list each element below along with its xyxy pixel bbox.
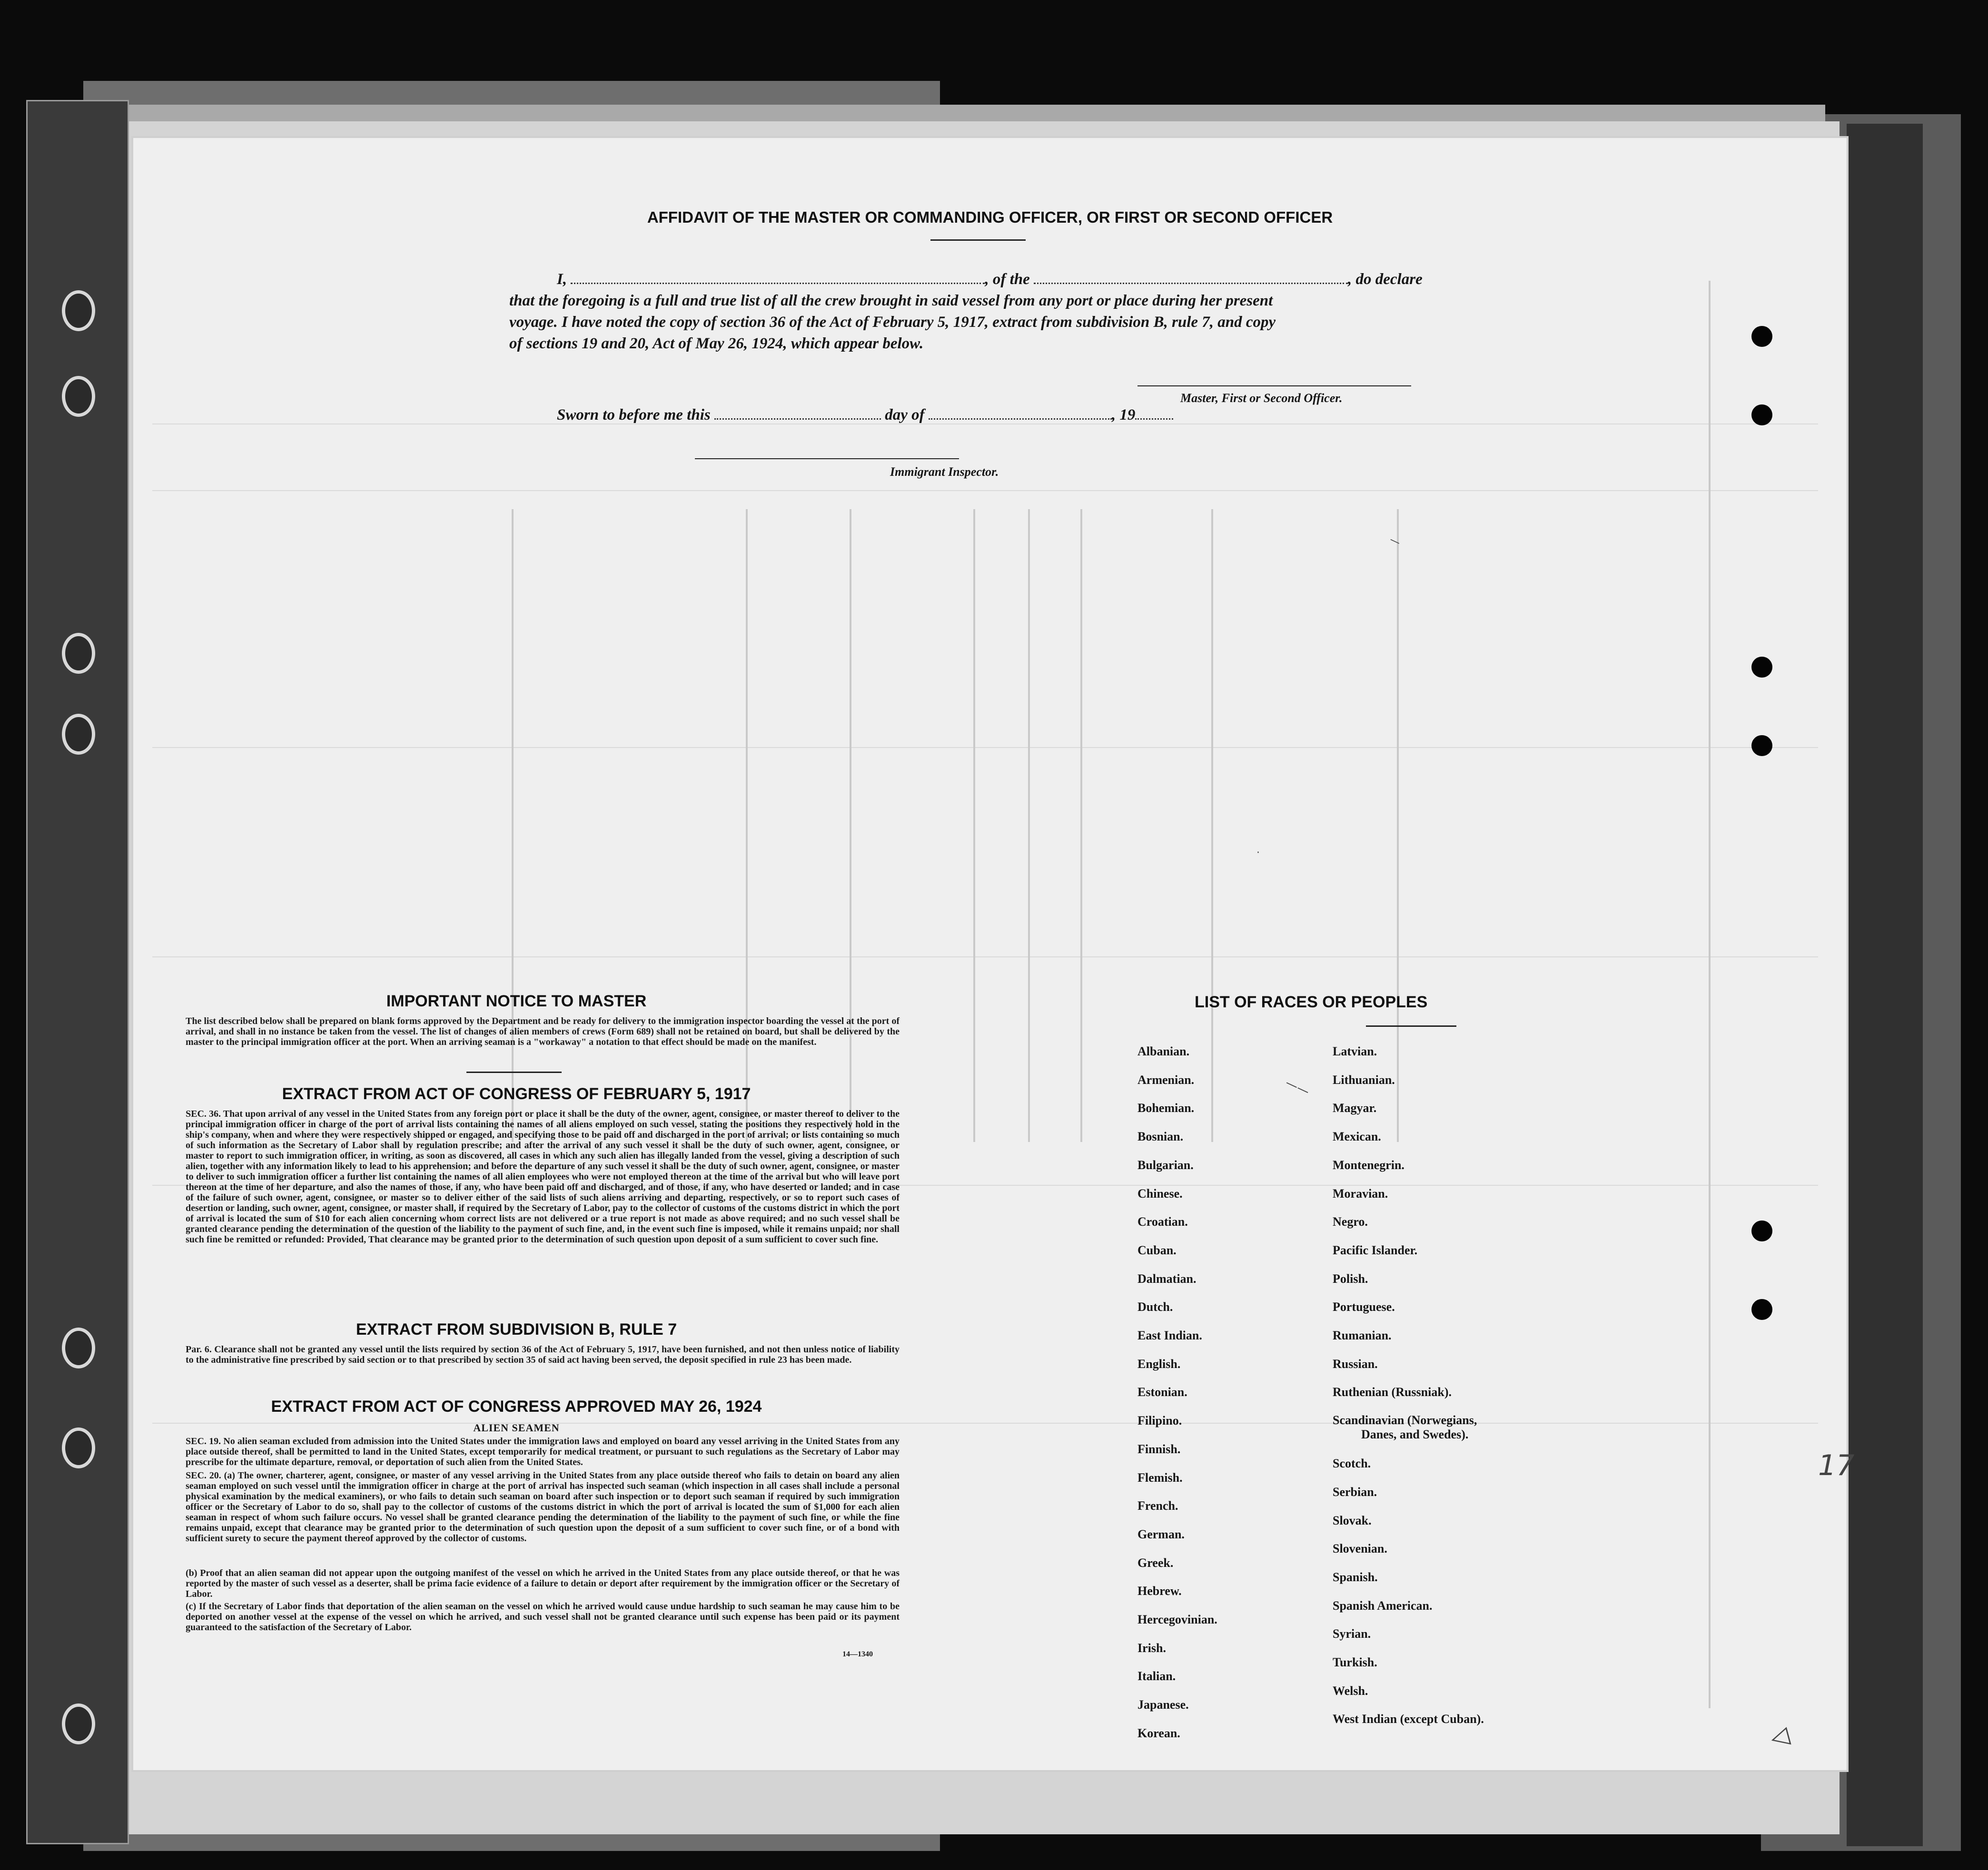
- race-item: Montenegrin.: [1333, 1158, 1404, 1172]
- race-item: Scandinavian (Norwegians,: [1333, 1413, 1477, 1427]
- master-signature-line[interactable]: [1137, 385, 1411, 386]
- affidavit-title-rule: [930, 239, 1026, 241]
- affidavit-title: AFFIDAVIT OF THE MASTER OR COMMANDING OFFICER, OR FIRST OR SECOND OFFICER: [647, 208, 1333, 226]
- race-item: Scotch.: [1333, 1457, 1371, 1471]
- alien-seamen-subtitle: ALIEN SEAMEN: [473, 1422, 560, 1434]
- punch-hole: [1751, 1299, 1772, 1320]
- extract-1917-title: EXTRACT FROM ACT OF CONGRESS OF FEBRUARY 5, 1917: [282, 1085, 751, 1103]
- race-item: Italian.: [1137, 1669, 1176, 1683]
- race-item: Negro.: [1333, 1215, 1368, 1229]
- notice-rule: [466, 1072, 562, 1073]
- binder-ring: [62, 290, 95, 331]
- race-item: Cuban.: [1137, 1243, 1177, 1257]
- race-item: Bosnian.: [1137, 1130, 1184, 1144]
- race-item: Flemish.: [1137, 1470, 1183, 1485]
- handwritten-mark: ◁: [1767, 1721, 1792, 1752]
- master-signature-label: Master, First or Second Officer.: [1180, 391, 1343, 405]
- race-item: Dutch.: [1137, 1300, 1173, 1314]
- extract-1924-sec20b: (b) Proof that an alien seaman did not appear upon the outgoing manifest of the vessel on which he arrived in the United States from any place outside thereof, or that he was reported by the master of such vessel as a deserter, shall be prima facie evidence of a failure to detain or deport after requirement by the immigration officer or the Secretary of Labor.: [186, 1568, 900, 1599]
- race-item: Latvian.: [1333, 1044, 1377, 1058]
- race-item: Estonian.: [1137, 1385, 1187, 1399]
- race-item: Russian.: [1333, 1357, 1378, 1371]
- affidavit-line-1: [557, 269, 1580, 290]
- race-item: Dalmatian.: [1137, 1271, 1197, 1286]
- race-item: Magyar.: [1333, 1101, 1377, 1115]
- race-item: Slovenian.: [1333, 1542, 1387, 1556]
- declare-label: , do declare: [1348, 271, 1423, 288]
- race-item: Bohemian.: [1137, 1101, 1195, 1115]
- binder-ring: [62, 1703, 95, 1744]
- bleed-through-mark: ·: [1256, 847, 1260, 859]
- race-item: Chinese.: [1137, 1186, 1183, 1201]
- races-title-rule: [1366, 1025, 1456, 1027]
- sworn-day-field[interactable]: [714, 407, 881, 420]
- sworn-month-field[interactable]: [929, 407, 1112, 420]
- punch-hole: [1751, 1220, 1772, 1241]
- bleed-through-line: [152, 956, 1818, 957]
- punch-hole: [1751, 657, 1772, 678]
- handwritten-margin-number: 17: [1818, 1449, 1855, 1482]
- punch-hole: [1751, 735, 1772, 756]
- affidavit-line-3: voyage. I have noted the copy of section 36 of the Act of February 5, 1917, extract from subdivision B, rule 7, and copy: [509, 314, 1276, 331]
- race-item: Ruthenian (Russniak).: [1333, 1385, 1452, 1399]
- binder-ring: [62, 633, 95, 674]
- race-item: German.: [1137, 1527, 1185, 1541]
- rule7-title: EXTRACT FROM SUBDIVISION B, RULE 7: [356, 1320, 677, 1339]
- punch-hole: [1751, 404, 1772, 425]
- notice-title: IMPORTANT NOTICE TO MASTER: [386, 992, 647, 1010]
- extract-1924-title: EXTRACT FROM ACT OF CONGRESS APPROVED MAY 26, 1924: [271, 1398, 762, 1416]
- affidavit-line-4: of sections 19 and 20, Act of May 26, 1924, which appear below.: [509, 335, 924, 352]
- race-item: Armenian.: [1137, 1073, 1195, 1087]
- inspector-signature-label: Immigrant Inspector.: [890, 465, 999, 479]
- race-item: Portuguese.: [1333, 1300, 1395, 1314]
- race-item: English.: [1137, 1357, 1181, 1371]
- rule7-text: Par. 6. Clearance shall not be granted any vessel until the lists required by section 36 of the Act of February 5, 1917, have been furnished, and not then unless notice of liability to the administrative fine prescribed by said section or to that prescribed by section 35 of said act having been served, the deposit specified in rule 23 has been made.: [186, 1344, 900, 1365]
- vessel-label: , of the: [985, 271, 1034, 288]
- race-item: Welsh.: [1333, 1683, 1368, 1698]
- extract-1924-sec19: SEC. 19. No alien seaman excluded from admission into the United States under the immigration laws and employed on board any vessel arriving in the United States from any place outside thereof, shall be permitted to land in the United States, except temporarily for medical treatment, or pursuant to such regulations as the Secretary of Labor may prescribe for the ultimate departure, removal, or deportation of such alien from the United States.: [186, 1436, 900, 1467]
- binding-strip: [26, 100, 129, 1844]
- sworn-label: Sworn to before me this: [557, 406, 714, 423]
- bleed-through-mark: —: [1387, 533, 1403, 549]
- bleed-through-line: [152, 747, 1818, 748]
- race-item: Bulgarian.: [1137, 1158, 1194, 1172]
- race-item: Rumanian.: [1333, 1329, 1392, 1343]
- race-item: Spanish.: [1333, 1570, 1378, 1584]
- notice-text: The list described below shall be prepared on blank forms approved by the Department and be ready for delivery to the immigration inspector boarding the vessel at the port of arrival, and shall in no instance be taken from the vessel. The list of changes of alien members of crews (Form 689) shall not be retained on board, but shall be delivered by the master to the principal immigration officer at the port. When an arriving seaman is a "workaway" a notation to that effect should be made on the manifest.: [186, 1016, 900, 1047]
- race-item: Albanian.: [1137, 1044, 1190, 1058]
- inspector-signature-line[interactable]: [695, 458, 959, 459]
- binder-ring: [62, 714, 95, 755]
- race-item: Hercegovinian.: [1137, 1613, 1217, 1627]
- race-item: Mexican.: [1333, 1130, 1381, 1144]
- race-item: Turkish.: [1333, 1655, 1377, 1670]
- race-item: East Indian.: [1137, 1329, 1202, 1343]
- affidavit-line-2: that the foregoing is a full and true list of all the crew brought in said vessel from any port or place during her present: [509, 292, 1273, 309]
- sworn-line: [557, 404, 1173, 425]
- binder-ring: [62, 1328, 95, 1368]
- form-page: [133, 138, 1855, 1770]
- race-item: French.: [1137, 1499, 1178, 1513]
- races-right-column: [1333, 1037, 1484, 1733]
- races-left-column: [1137, 1037, 1217, 1748]
- binder-ring: [62, 376, 95, 417]
- bleed-through-column: [1709, 281, 1711, 1708]
- race-item: Filipino.: [1137, 1414, 1182, 1428]
- race-item: Finnish.: [1137, 1442, 1181, 1456]
- races-title: LIST OF RACES OR PEOPLES: [1195, 993, 1428, 1011]
- race-item: Lithuanian.: [1333, 1073, 1395, 1087]
- bleed-through-column: [1080, 509, 1082, 1142]
- extract-1924-sec20a: SEC. 20. (a) The owner, charterer, agent, consignee, or master of any vessel arriving in the United States from any place outside thereof who fails to detain on board any alien seaman employed on such vessel until the immigration officer in charge at the port of arrival has inspected such seaman (which inspection in all cases shall include a personal physical examination by the medical examiners), or who fails to detain such seaman on board after such inspection or to deport such seaman if required by such immigration officer or the Secretary of Labor to do so, shall pay to the collector of customs of the customs district in which the port of arrival is located the sum of $1,000 for each alien seaman in respect of whom such failure occurs. No vessel shall be granted clearance pending the determination of the liability to the payment of such fine, or while the fine remains unpaid, except that clearance may be granted prior to the determination of such question upon the deposit of a sum sufficient to cover such fine, or of a bond with sufficient surety to secure the payment thereof approved by the collector of customs.: [186, 1470, 900, 1544]
- race-item: Korean.: [1137, 1726, 1180, 1740]
- race-item: West Indian (except Cuban).: [1333, 1712, 1484, 1726]
- declarant-name-field[interactable]: [571, 271, 985, 284]
- race-item: Irish.: [1137, 1641, 1166, 1655]
- race-item: Hebrew.: [1137, 1584, 1182, 1598]
- binder-ring: [62, 1427, 95, 1468]
- race-item: Pacific Islander.: [1333, 1243, 1418, 1257]
- race-item: Spanish American.: [1333, 1598, 1433, 1613]
- back-sheet-right-dark: [1847, 124, 1923, 1846]
- extract-1924-sec20c: (c) If the Secretary of Labor finds that deportation of the alien seaman on the vessel on which he arrived would cause undue hardship to such seaman he may cause him to be deported on another vessel at the expense of the vessel on which he arrived, and such vessel shall not be granted clearance until such expense has been paid or its payment guaranteed to the satisfaction of the Secretary of Labor.: [186, 1601, 900, 1633]
- race-item: Croatian.: [1137, 1215, 1188, 1229]
- extract-1917-text: SEC. 36. That upon arrival of any vessel in the United States from any foreign port or place it shall be the duty of the owner, agent, consignee, or master thereof to deliver to the principal immigration officer in charge of the port of arrival lists containing the names of all aliens employed on such vessel, stating the positions they respectively hold in the ship's company, when and where they were respectively shipped or engaged, and specifying those to be paid off and discharged in the port of arrival; or lists containing so much of such information as the Secretary of Labor shall by regulation prescribe; and after the arrival of any such vessel it shall be the duty of such owner, agent, consignee, or master to report to such immigration officer, in writing, as soon as discovered, all cases in which any such alien has illegally landed from the vessel, giving a description of such alien, together with any information likely to lead to his apprehension; and before the departure of any such vessel it shall be the duty of such owner, agent, consignee, or master to deliver to such immigration officer a further list containing the names of all alien employees who were not employed thereon at the time of the arrival but who will leave port thereon at the time of her departure, and also the names of those, if any, who have been paid off and discharged, and of those, if any, who have deserted or landed; and in case of the failure of such owner, agent, consignee, or master so to deliver either of the said lists of such aliens arriving and departing, respectively, or so to report such cases of desertion or landing, such owner, agent, consignee, or master shall, if required by the Secretary of Labor, pay to the collector of customs of the customs district in which the port of arrival is located the sum of $10 for each alien concerning whom correct lists are not delivered or a true report is not made as above required; and no such vessel shall be granted clearance pending the determination of the question of the liability to the payment of such fine, and, in the event such fine is imposed, while it remains unpaid; nor shall such fine be remitted or refunded: Provided, That clearance may be granted prior to the determination of such question upon deposit of a sum sufficient to cover such fine.: [186, 1109, 900, 1245]
- race-item: Moravian.: [1333, 1186, 1388, 1201]
- punch-hole: [1751, 326, 1772, 347]
- race-item: Greek.: [1137, 1555, 1174, 1570]
- race-item: Danes, and Swedes).: [1361, 1427, 1469, 1442]
- declarant-label: I,: [557, 271, 571, 288]
- race-item: Syrian.: [1333, 1627, 1371, 1641]
- bleed-through-mark: ——: [1283, 1075, 1312, 1099]
- year-label: , 19: [1111, 406, 1136, 423]
- race-item: Slovak.: [1333, 1513, 1372, 1527]
- day-of-label: day of: [880, 406, 929, 423]
- bleed-through-column: [1028, 509, 1030, 1142]
- race-item: Japanese.: [1137, 1698, 1189, 1712]
- form-number: 14—1340: [842, 1650, 873, 1658]
- bleed-through-column: [973, 509, 975, 1142]
- race-item: Polish.: [1333, 1271, 1368, 1286]
- vessel-name-field[interactable]: [1034, 271, 1348, 284]
- sworn-year-field[interactable]: [1135, 407, 1173, 420]
- bleed-through-line: [152, 490, 1818, 491]
- race-item: Serbian.: [1333, 1485, 1377, 1499]
